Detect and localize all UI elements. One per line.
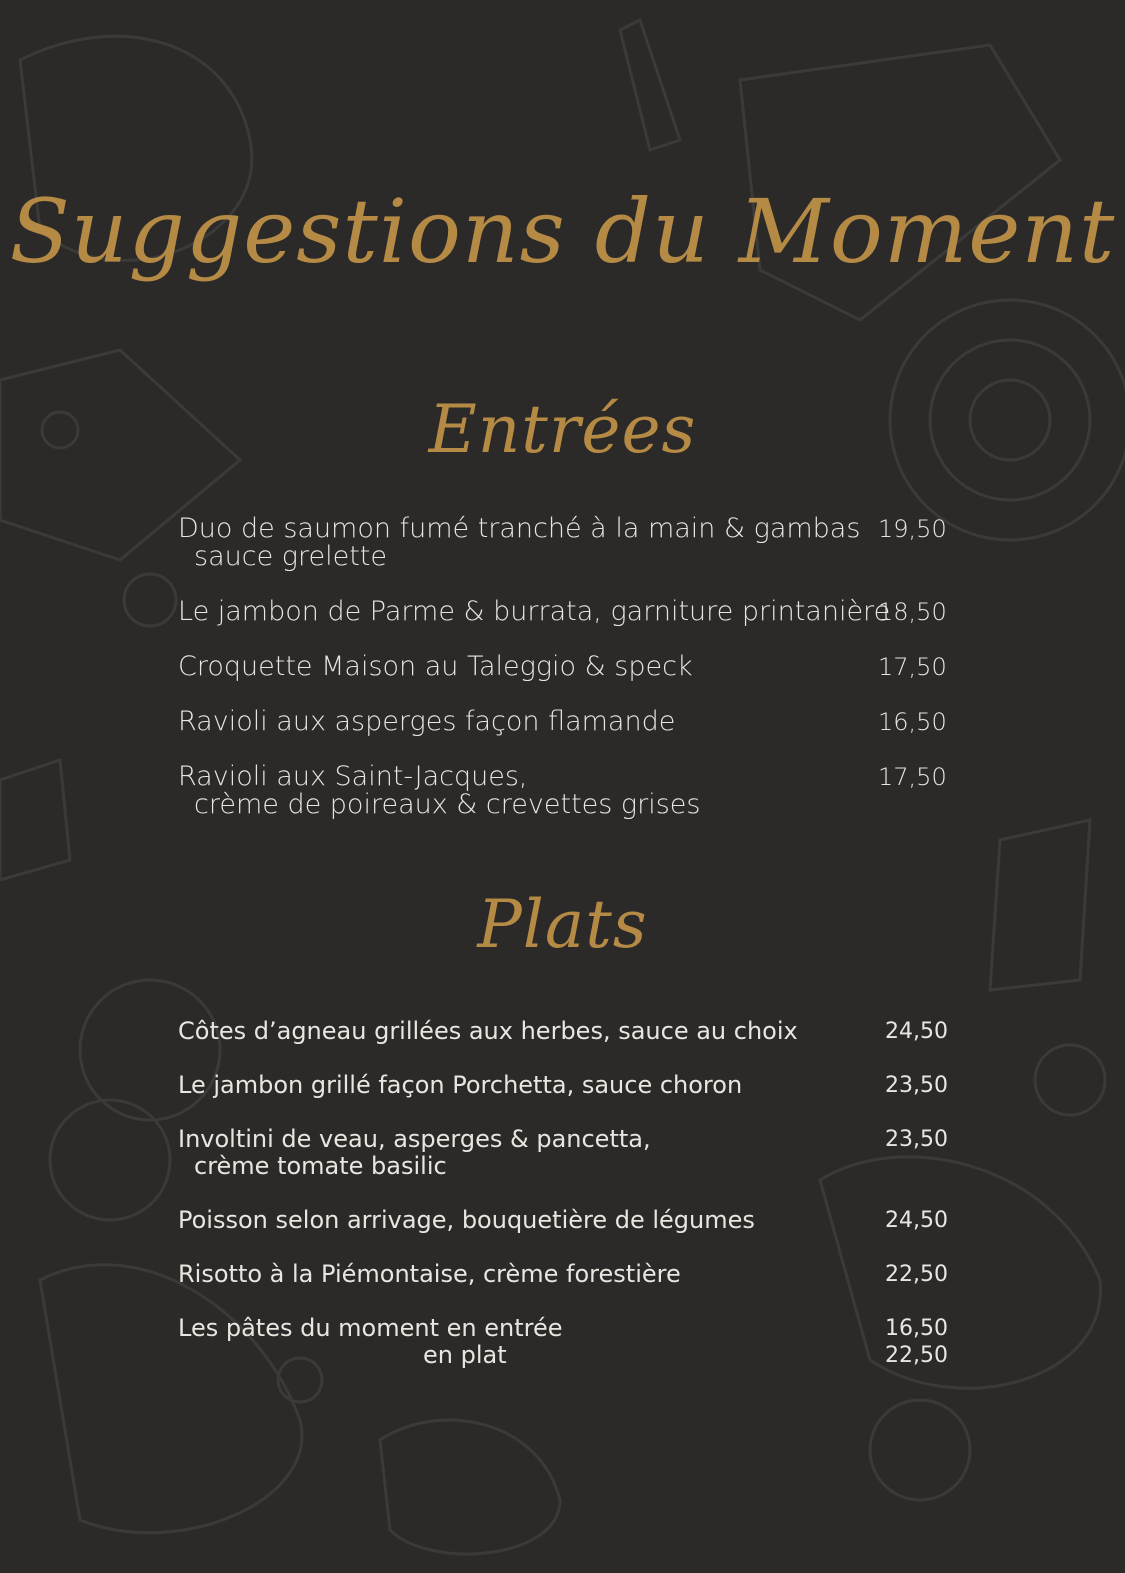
dish-price: 18,50 (878, 598, 947, 626)
dish-name: Ravioli aux asperges façon flamande (178, 706, 676, 737)
dish-price: 17,50 (878, 763, 947, 791)
dish-portion-label: en plat (423, 1341, 507, 1369)
list-item (178, 1018, 958, 1045)
dish-price: 24,50 (885, 1208, 948, 1233)
dish-name: Croquette Maison au Taleggio & speck (178, 651, 693, 682)
dish-name: Risotto à la Piémontaise, crème forestière (178, 1260, 681, 1288)
dish-price: 17,50 (878, 653, 947, 681)
section-title-entrees: Entrées (428, 391, 697, 468)
dish-price: 16,50 (885, 1316, 948, 1341)
dish-description: crème de poireaux & crevettes grises (194, 789, 701, 820)
list-item (178, 653, 958, 681)
list-item (178, 1261, 958, 1288)
plats-list (178, 1018, 958, 1396)
dish-price: 22,50 (885, 1262, 948, 1287)
dish-name: Les pâtes du moment en entrée (178, 1314, 563, 1342)
list-item (178, 1072, 958, 1099)
dish-price: 23,50 (885, 1127, 948, 1152)
list-item (178, 763, 958, 819)
dish-price: 19,50 (878, 515, 947, 543)
dish-price: 24,50 (885, 1019, 948, 1044)
list-item (178, 515, 958, 571)
dish-price-alt: 22,50 (885, 1343, 948, 1368)
dish-price: 23,50 (885, 1073, 948, 1098)
list-item (178, 1315, 958, 1369)
dish-name: Poisson selon arrivage, bouquetière de légumes (178, 1206, 755, 1234)
dish-description: sauce grelette (194, 541, 387, 572)
dish-name: Le jambon grillé façon Porchetta, sauce choron (178, 1071, 743, 1099)
dish-name: Côtes d’agneau grillées aux herbes, sauce au choix (178, 1017, 798, 1045)
dish-name: Duo de saumon fumé tranché à la main & gambas (178, 513, 861, 544)
page-title: Suggestions du Moment (9, 180, 1116, 283)
dish-price: 16,50 (878, 708, 947, 736)
list-item (178, 1126, 958, 1180)
list-item (178, 598, 958, 626)
dish-name: Involtini de veau, asperges & pancetta, (178, 1125, 651, 1153)
dish-name: Ravioli aux Saint-Jacques, (178, 761, 528, 792)
dish-description: crème tomate basilic (194, 1152, 447, 1180)
list-item (178, 708, 958, 736)
entrees-list (178, 515, 958, 846)
section-title-plats: Plats (477, 886, 648, 963)
list-item (178, 1207, 958, 1234)
dish-name: Le jambon de Parme & burrata, garniture printanière (178, 596, 891, 627)
